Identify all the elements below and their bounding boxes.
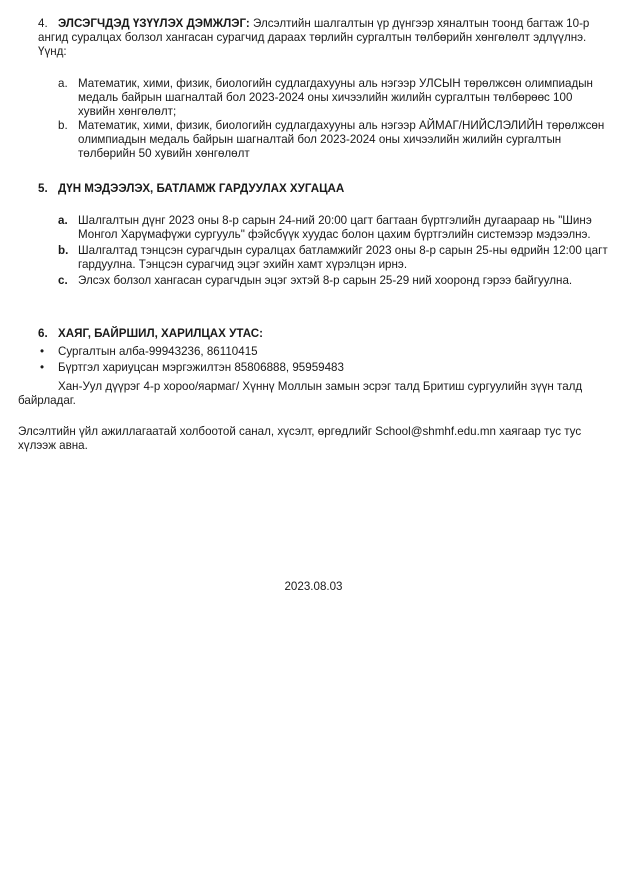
contact-bullet-1 [38, 345, 609, 359]
section-5-item-c [58, 274, 609, 288]
section-4-item-a [58, 77, 609, 119]
section-4-item-b [58, 119, 609, 161]
section-6-title: ХАЯГ, БАЙРШИЛ, ХАРИЛЦАХ УТАС: [58, 327, 264, 340]
address-paragraph: Хан-Уул дүүрэг 4-р хороо/яармаг/ Хүннү Моллын замын эсрэг талд Бритиш сургуулийн зүүн талд байрладаг. [18, 380, 583, 407]
section-6-heading [38, 327, 609, 341]
section-4-title: ЭЛСЭГЧДЭД ҮЗҮҮЛЭХ ДЭМЖЛЭГ: [58, 17, 250, 30]
contact-note-paragraph: Элсэлтийн үйл ажиллагаатай холбоотой санал, хүсэлт, өргөдлийг School@shmhf.edu.mn хаягаар тус тус хүлээж авна. [18, 425, 582, 452]
contact-text: Сургалтын алба-99943236, 86110415 [58, 345, 258, 358]
section-6-number: 6. [38, 327, 48, 340]
bullet-icon: • [40, 345, 45, 358]
list-item-text: Элсэх болзол хангасан сурагчдын эцэг эхтэй 8-р сарын 25-29 ний хооронд гэрээ байгуулна. [78, 274, 573, 287]
list-marker: b. [58, 119, 68, 132]
section-5-number: 5. [38, 182, 48, 195]
list-item-text: Математик, хими, физик, биологийн судлагдахууны аль нэгээр УЛСЫН төрөлжсөн олимпиадын медаль байрын шагналтай бол 2023-2024 оны хичээлийн жилийн сургалтын төлбөрөөс 100 хувийн хөнгөлөлт; [78, 77, 593, 118]
list-item-text: Математик, хими, физик, биологийн судлагдахууны аль нэгээр АЙМАГ/НИЙСЛЭЛИЙН төрөлжсөн олимпиадын медаль байрын шагналтай бол 2023-2024 оны хичээлийн жилийн сургалтын төлбөрийн 50 хувийн хөнгөлөлт [78, 119, 605, 160]
contact-bullet-2 [38, 361, 609, 375]
section-5-item-b [58, 244, 609, 272]
list-marker: b. [58, 244, 69, 257]
section-4 [38, 17, 609, 161]
contact-text: Бүртгэл хариуцсан мэргэжилтэн 85806888, 95959483 [58, 361, 344, 374]
section-5-heading [38, 182, 609, 196]
list-marker: a. [58, 214, 68, 227]
section-5 [38, 182, 609, 288]
list-item-text: Шалгалтын дүнг 2023 оны 8-р сарын 24-ний 20:00 цагт багтаан бүртгэлийн дугаараар нь "Шинэ Монгол Харүмафүжи сургууль" фэйсбүүк хуудас болон цахим бүртгэлийн системээр мэдээлнэ. [78, 214, 592, 241]
section-4-number: 4. [38, 17, 48, 30]
section-5-item-a [58, 214, 609, 242]
section-5-title: ДҮН МЭДЭЭЛЭХ, БАТЛАМЖ ГАРДУУЛАХ ХУГАЦАА [58, 182, 345, 195]
section-4-intro [38, 17, 609, 59]
list-marker: c. [58, 274, 68, 287]
bullet-icon: • [40, 361, 45, 374]
list-item-text: Шалгалтад тэнцсэн сурагчдын суралцах батламжийг 2023 оны 8-р сарын 25-ны өдрийн 12:00 цагт гардуулна. Тэнцсэн сурагчид эцэг эхийн хамт хүрэлцэн ирнэ. [78, 244, 608, 271]
section-6 [38, 327, 609, 375]
section-4-intro-text: Элсэлтийн шалгалтын үр дүнгээр хяналтын тоонд багтаж 10-р ангид суралцах болзол хангасан сурагчид дараах төрлийн сургалтын төлбөрийн хөнгөлөлт эдлүүлнэ. Үүнд: [38, 17, 590, 58]
list-marker: a. [58, 77, 68, 90]
document-date: 2023.08.03 [284, 580, 343, 593]
